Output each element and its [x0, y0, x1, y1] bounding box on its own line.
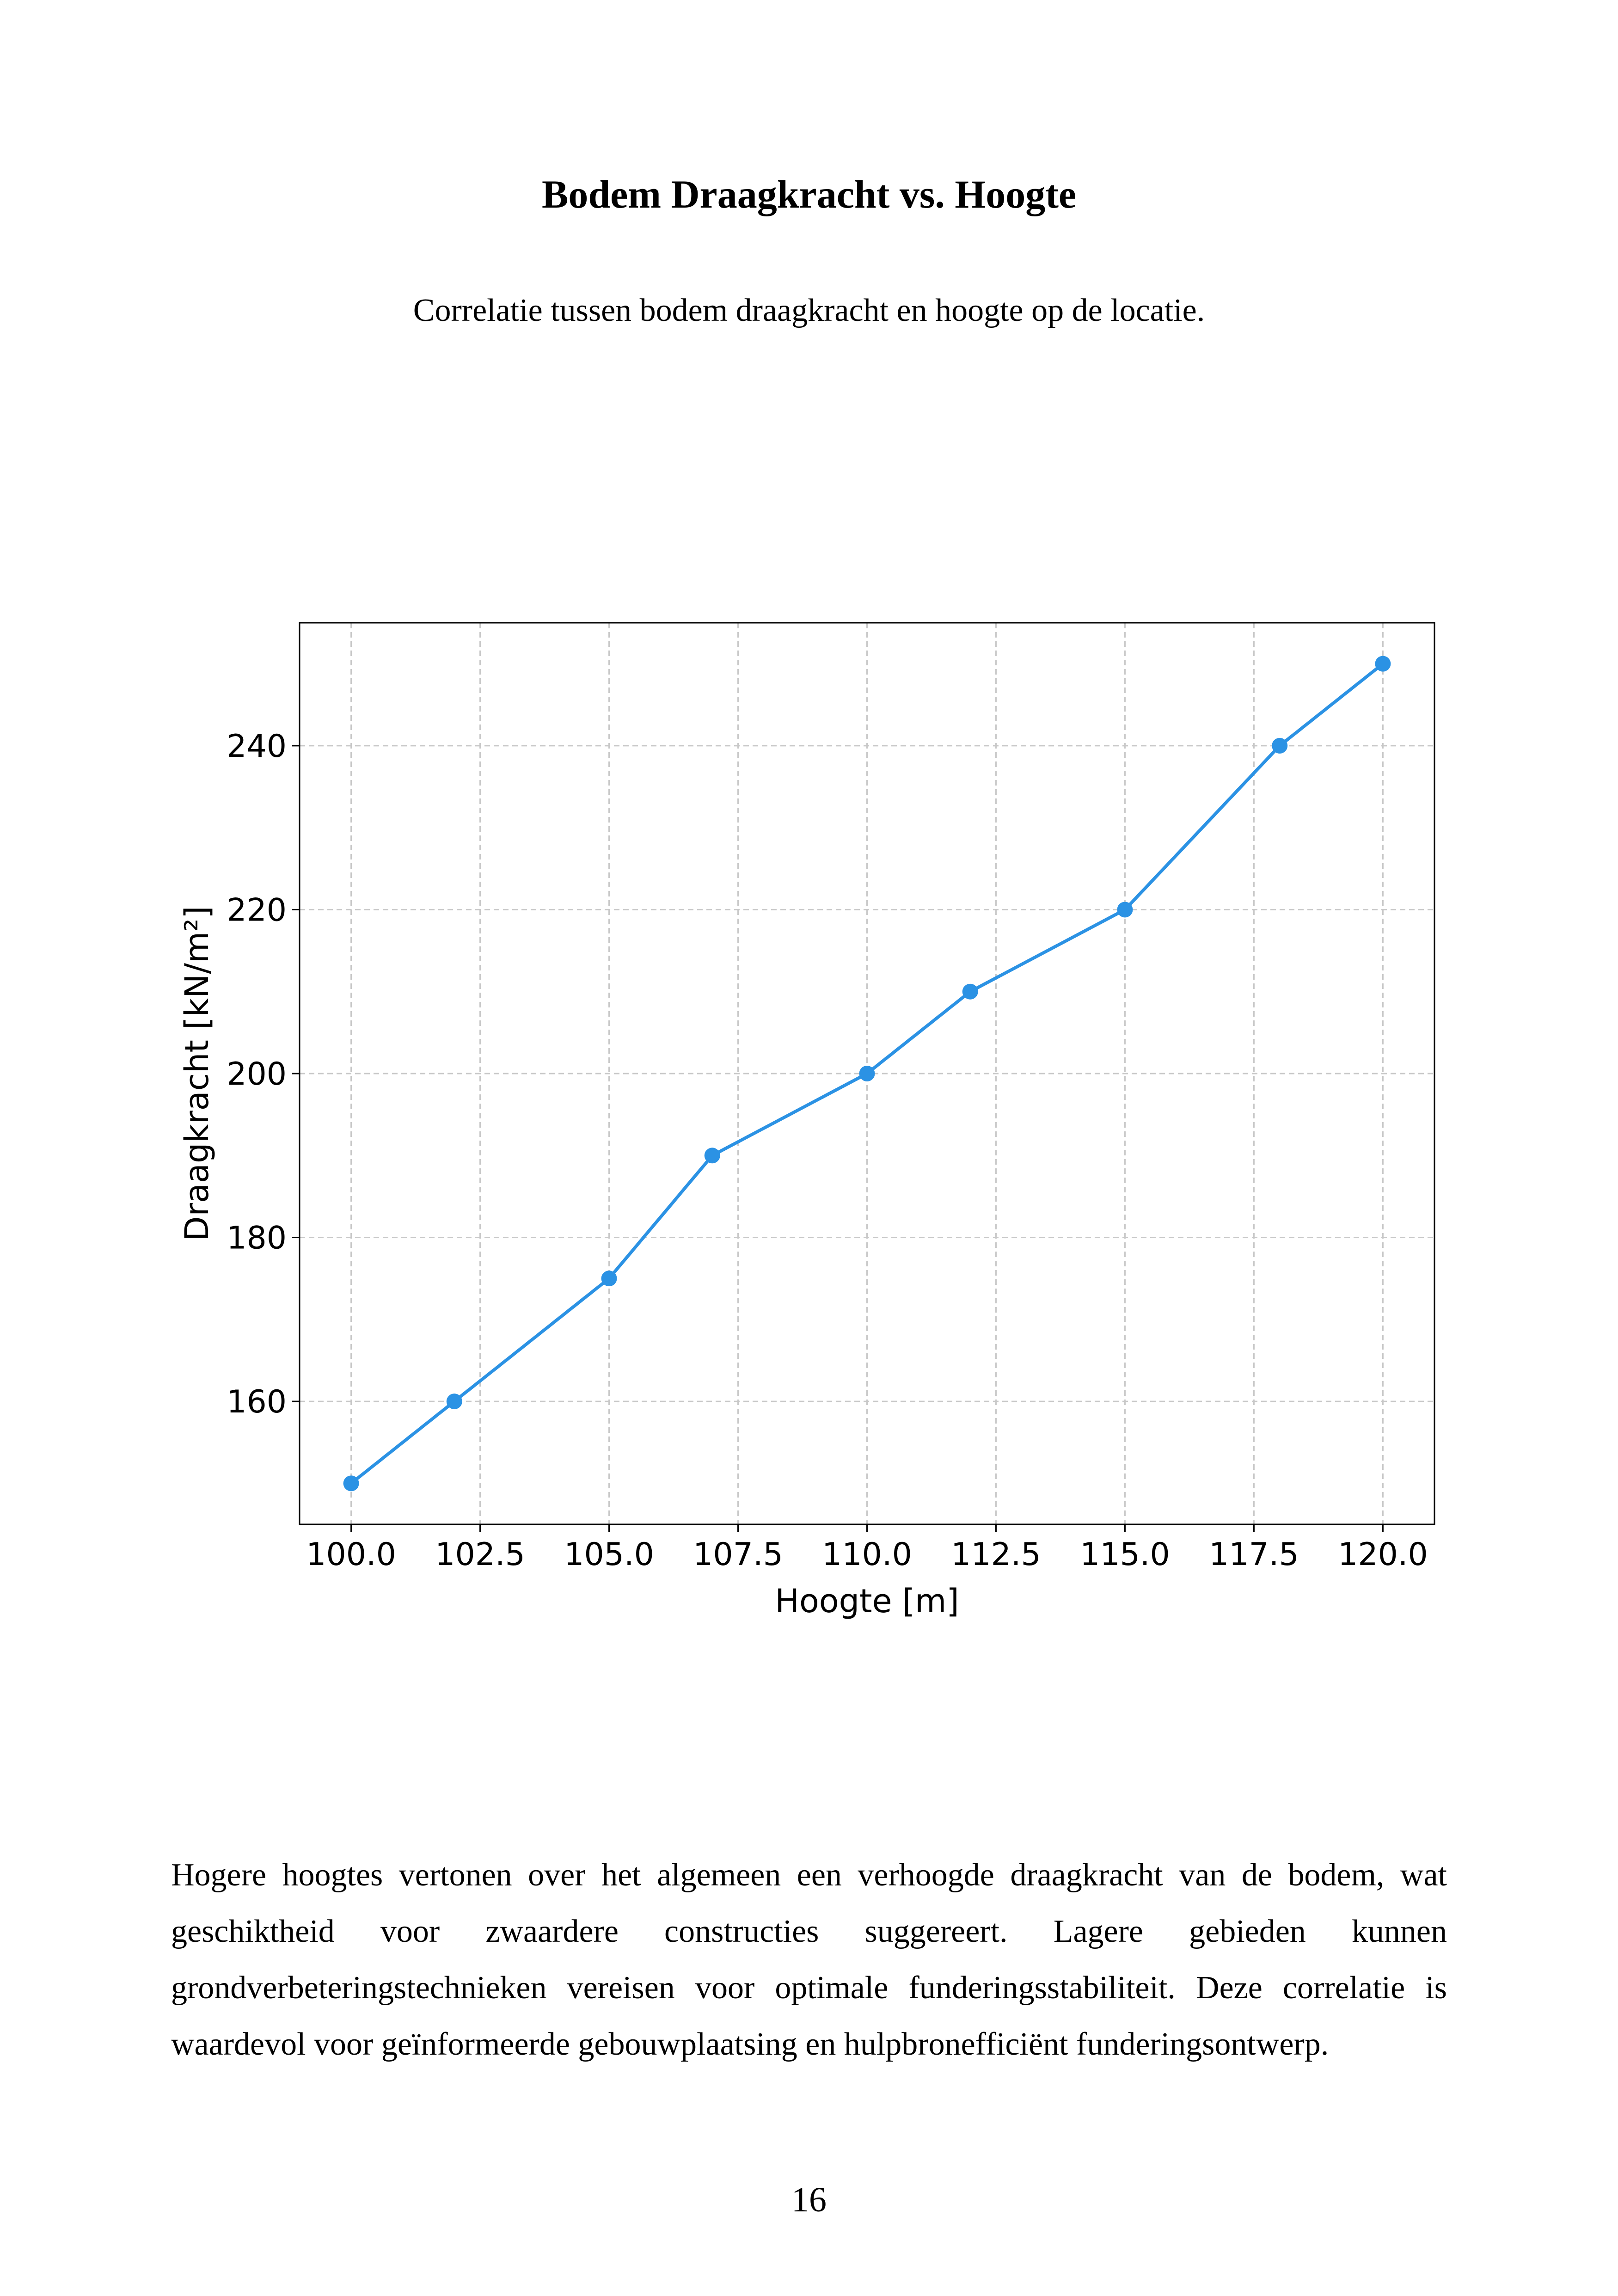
x-tick-label: 107.5	[693, 1536, 783, 1573]
x-tick-label: 115.0	[1080, 1536, 1170, 1573]
x-axis-label: Hoogte [m]	[775, 1582, 959, 1620]
y-tick-label: 220	[227, 892, 287, 929]
y-tick-label: 240	[227, 728, 287, 765]
y-tick-label: 200	[227, 1056, 287, 1093]
data-point	[343, 1475, 359, 1491]
data-point	[447, 1394, 462, 1409]
chart-caption: Correlatie tussen bodem draagkracht en hoogte op de locatie.	[413, 293, 1205, 328]
data-point	[1272, 738, 1287, 754]
x-tick-label: 102.5	[435, 1536, 525, 1573]
data-point	[962, 984, 978, 1000]
x-tick-label: 110.0	[822, 1536, 912, 1573]
data-point	[601, 1271, 617, 1286]
x-tick-label: 117.5	[1209, 1536, 1299, 1573]
axis-ticks	[227, 728, 1428, 1573]
x-tick-label: 112.5	[951, 1536, 1041, 1573]
y-tick-label: 180	[227, 1220, 287, 1257]
page-title: Bodem Draagkracht vs. Hoogte	[541, 172, 1077, 216]
x-tick-label: 100.0	[306, 1536, 396, 1573]
page-number: 16	[791, 2180, 827, 2219]
y-axis-label: Draagkracht [kN/m²]	[178, 906, 216, 1241]
y-tick-label: 160	[227, 1384, 287, 1421]
x-tick-label: 120.0	[1338, 1536, 1428, 1573]
data-point	[705, 1148, 720, 1163]
data-point	[1375, 656, 1391, 672]
data-point	[1117, 902, 1133, 917]
x-tick-label: 105.0	[564, 1536, 654, 1573]
data-point	[859, 1066, 875, 1081]
body-paragraph: Hogere hoogtes vertonen over het algemeen een verhoogde draagkracht van de bodem, wat geschiktheid voor zwaardere constructies suggereert. Lagere gebieden kunnen grondverbeteringstechnieken vereisen voor optimale funderingsstabiliteit. Deze correlatie is waardevol voor geïnformeerde gebouwplaatsing en hulpbronefficiënt funderingsontwerp.	[171, 1857, 1447, 2062]
